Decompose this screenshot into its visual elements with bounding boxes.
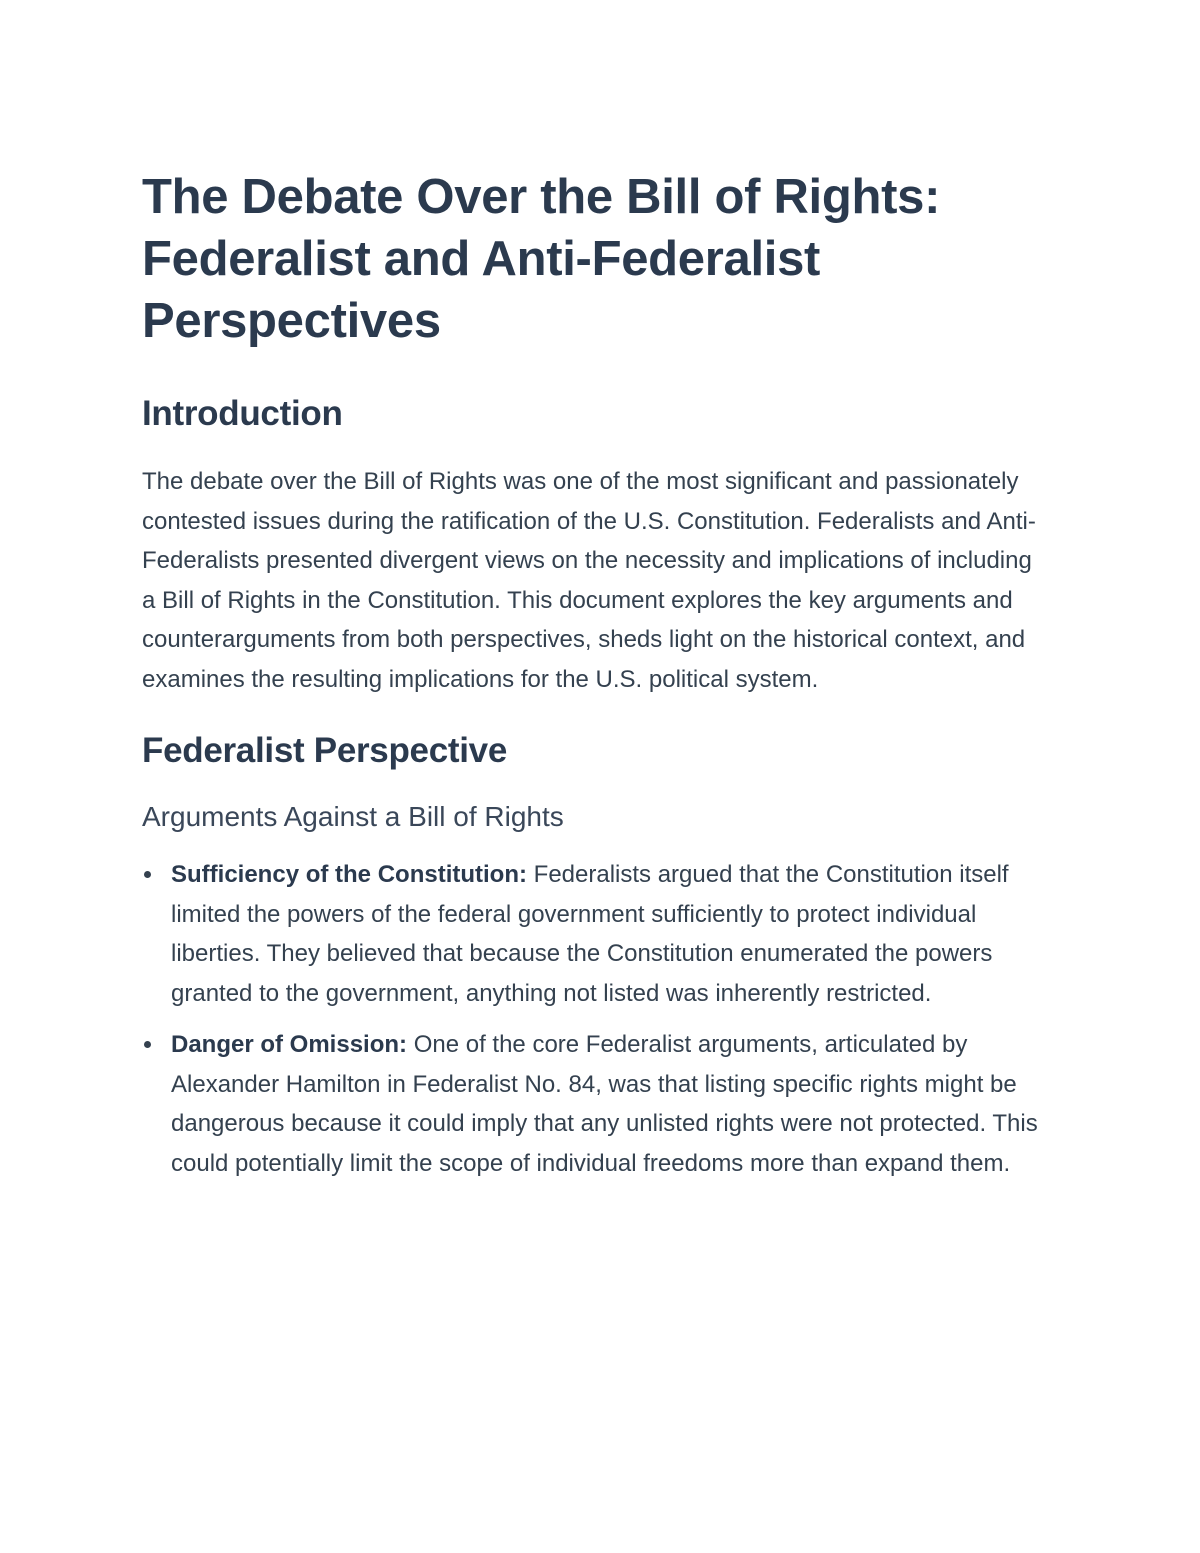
bullet-text: One of the core Federalist arguments, articulated by Alexander Hamilton in Federalist No. 84, was that listing specific rights might be dangerous because it could imply that any unlisted rights were not protected. This could potentially limit the scope of individual freedoms more than expand them. xyxy=(171,1031,1038,1177)
bullet-icon xyxy=(144,871,151,878)
introduction-paragraph: The debate over the Bill of Rights was one of the most significant and passionately contested issues during the ratification of the U.S. Constitution. Federalists and Anti-Federalists presented divergent views on the necessity and implications of including a Bill of Rights in the Constitution. This document explores the key arguments and counterarguments from both perspectives, sheds light on the historical context, and examines the resulting implications for the U.S. political system. xyxy=(142,468,1036,693)
bullet-icon xyxy=(144,1041,151,1048)
federalist-perspective-heading: Federalist Perspective xyxy=(142,731,507,770)
introduction-heading: Introduction xyxy=(142,394,343,433)
bullet-term: Sufficiency of the Constitution: xyxy=(171,861,527,888)
list-item xyxy=(142,855,1042,1013)
arguments-list xyxy=(142,855,1042,1183)
document-page xyxy=(142,166,1042,1195)
arguments-against-heading: Arguments Against a Bill of Rights xyxy=(142,801,564,832)
document-title: The Debate Over the Bill of Rights: Federalist and Anti-Federalist Perspectives xyxy=(142,170,941,348)
bullet-term: Danger of Omission: xyxy=(171,1031,408,1058)
list-item xyxy=(142,1025,1042,1183)
bullet-text: Federalists argued that the Constitution itself limited the powers of the federal government sufficiently to protect individual liberties. They believed that because the Constitution enumerated the powers granted to the government, anything not listed was inherently restricted. xyxy=(171,861,1009,1007)
